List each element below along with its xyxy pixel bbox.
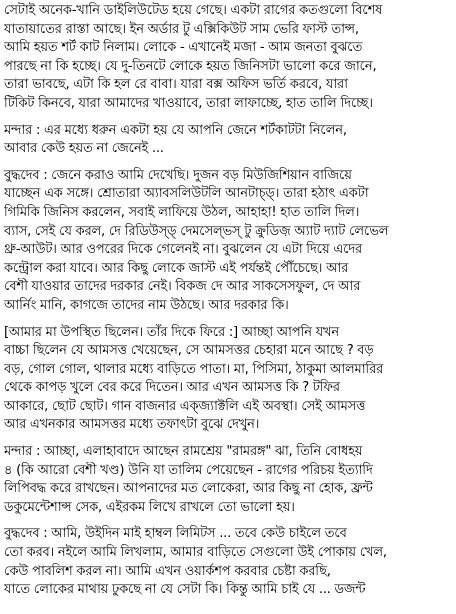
text-line: মন্দার : এর মধ্যে ধরুন একটা হয় যে আপনি জেনে শর্টকাটটা নিলেন,: [4, 122, 347, 138]
paragraph-buddhadev-answer: [4, 167, 453, 316]
text-line: ৪ (কি আরো বেশী খণ্ড) উনি যা তালিম পেয়েছেন - রাগের পরিচয় ইত্যাদি: [4, 462, 373, 478]
text-line: ব্যাস, সেই যে করল, দে রিডিউস্‌ড্ দেমসেল্ভস্ টু ক্রুডিজ় অ্যাট দ্যাট লেভেল: [4, 223, 389, 239]
text-line: আর এখনকার আমসত্তর মধ্যে তফাৎটা বুঝে দেখুন।: [4, 417, 260, 433]
paragraph-mandar-question: [4, 122, 453, 159]
text-line: কেউ পাবলিশ করল না। আমি এখন ওয়ার্কশপ করবার চেষ্টা করছি,: [4, 563, 331, 579]
text-line: বুদ্ধদেব : জেনে করাও আমি দেখেছি। দুজন বড় মিউজিশিয়ান বাজিয়ে: [4, 167, 352, 183]
paragraph-buddhadev-limits: [4, 525, 453, 599]
text-line: বুদ্ধদেব : আমি, উইদিন মাই হাম্বল লিমিটস ... তবে কেউ চাইলে তবে: [4, 526, 347, 542]
text-line: তারা ভাবছে, এটা কি হল রে বাবা। যারা বক্স অফিস ভর্তি করবে, যারা: [4, 77, 348, 93]
text-line: লিপিবদ্ধ করে রাখছেন। আপনাদের মত লোকেরা, আর কিছু না হোক, ফ্রন্ট: [4, 481, 373, 497]
text-line: সেটাই অনেক-খানি ডাইলিউটেড হয়ে গেছে। একটা রাগের কতগুলো বিশেষ: [4, 3, 383, 18]
text-line: গিমিকি জিনিস করলেন, সবাই লাফিয়ে উঠল, আহাহা! হাত তালি দিল।: [4, 204, 360, 220]
paragraph-intro: [4, 2, 453, 114]
text-line: টিকিট কিনবে, যারা আমাদের খাওয়াবে, তারা লাফাচ্ছে, হাত তালি দিচ্ছে।: [4, 95, 373, 111]
text-line: মন্দার : আচ্ছা, এলাহাবাদে আছেন রামশ্রেয় "রামরঙ্গ" ঝা, তিনি বোধহয়: [4, 444, 363, 460]
text-line: পারছে না কি হচ্ছে। যে দু-তিনটে লোকে হয়ত জিনিসটা ভালো করে জানে,: [4, 58, 377, 74]
text-line: কন্ট্রোল করা যাবে। আর কিছু লোকে জাস্ট এই পর্যন্তই পৌঁচেছে। আর: [4, 260, 349, 276]
text-line: আকারে, ছোট ছোট। গান বাজনার এক্জ্যাক্টলি এই অবস্থা। সেই আমসত্ত: [4, 398, 366, 414]
text-line: [আমার মা উপস্থিত ছিলেন। তাঁর দিকে ফিরে :] আচ্ছা আপনি যখন: [4, 324, 339, 340]
text-line: আর্নিং মানি, কাগজে তাদের নাম উঠছে। আর দরকার কি।: [4, 297, 289, 313]
paragraph-mandar-ramrang: [4, 443, 453, 517]
text-line: থ্রু-আউট। আর ওপরের দিকে গেলেনই না। বুঝলেন যে এটা দিয়ে এদের: [4, 242, 362, 258]
text-line: যাতায়াতের রাস্তা আছে। ইন অর্ডার টু এক্সিকিউট সাম ভেরি ফাস্ট তান্স,: [4, 21, 359, 37]
text-line: ডকুমেন্টেশান্স সেক, এইরকম লিখে রাখলে তো ভালো হয়।: [4, 499, 295, 515]
text-line: যাচ্ছেন এক সঙ্গে। শ্রোতারা অ্যাবসলিউটলি আনটাচ্‌ড্। তারা হঠাৎ একটা: [4, 186, 369, 202]
text-line: বড়, গোল গোল, থালার মধ্যে বাড়িতে পাতা। মা, পিসিমা, ঠাকুমা আলমারির: [4, 361, 384, 377]
text-line: যাতে লোকের মাথায় ঢুকছে না যে সেটা কি। কিন্তু আমি চাই যে ... ডজন্ট: [4, 582, 366, 598]
text-line: বেশী যাওয়ার তাদের দরকার নেই। বিকজ দে আর সাকসেসফুল, দে আর: [4, 279, 361, 295]
text-line: আবার কেউ হয়ত না জেনেই ...: [4, 141, 164, 157]
text-line: থেকে কাপড় খুলে বের করে দিতেন। আর এখন আমসত্ত কি ? টফির: [4, 380, 340, 396]
text-line: বাচ্চা ছিলেন যে আমসত্ত খেয়েছেন, সে আমসত্তর চেহারা মনে আছে ? বড়: [4, 343, 374, 359]
text-line: আমি হয়ত শর্ট কাট নিলাম। লোকে - এখানেই মজা - আম জনতা বুঝতে: [4, 40, 363, 56]
paragraph-amsatta: [4, 324, 453, 436]
text-line: তো করব। নইলে আমি লিখলাম, আমার বাড়িতে সেগুলো উই পোকায় খেল,: [4, 545, 387, 561]
